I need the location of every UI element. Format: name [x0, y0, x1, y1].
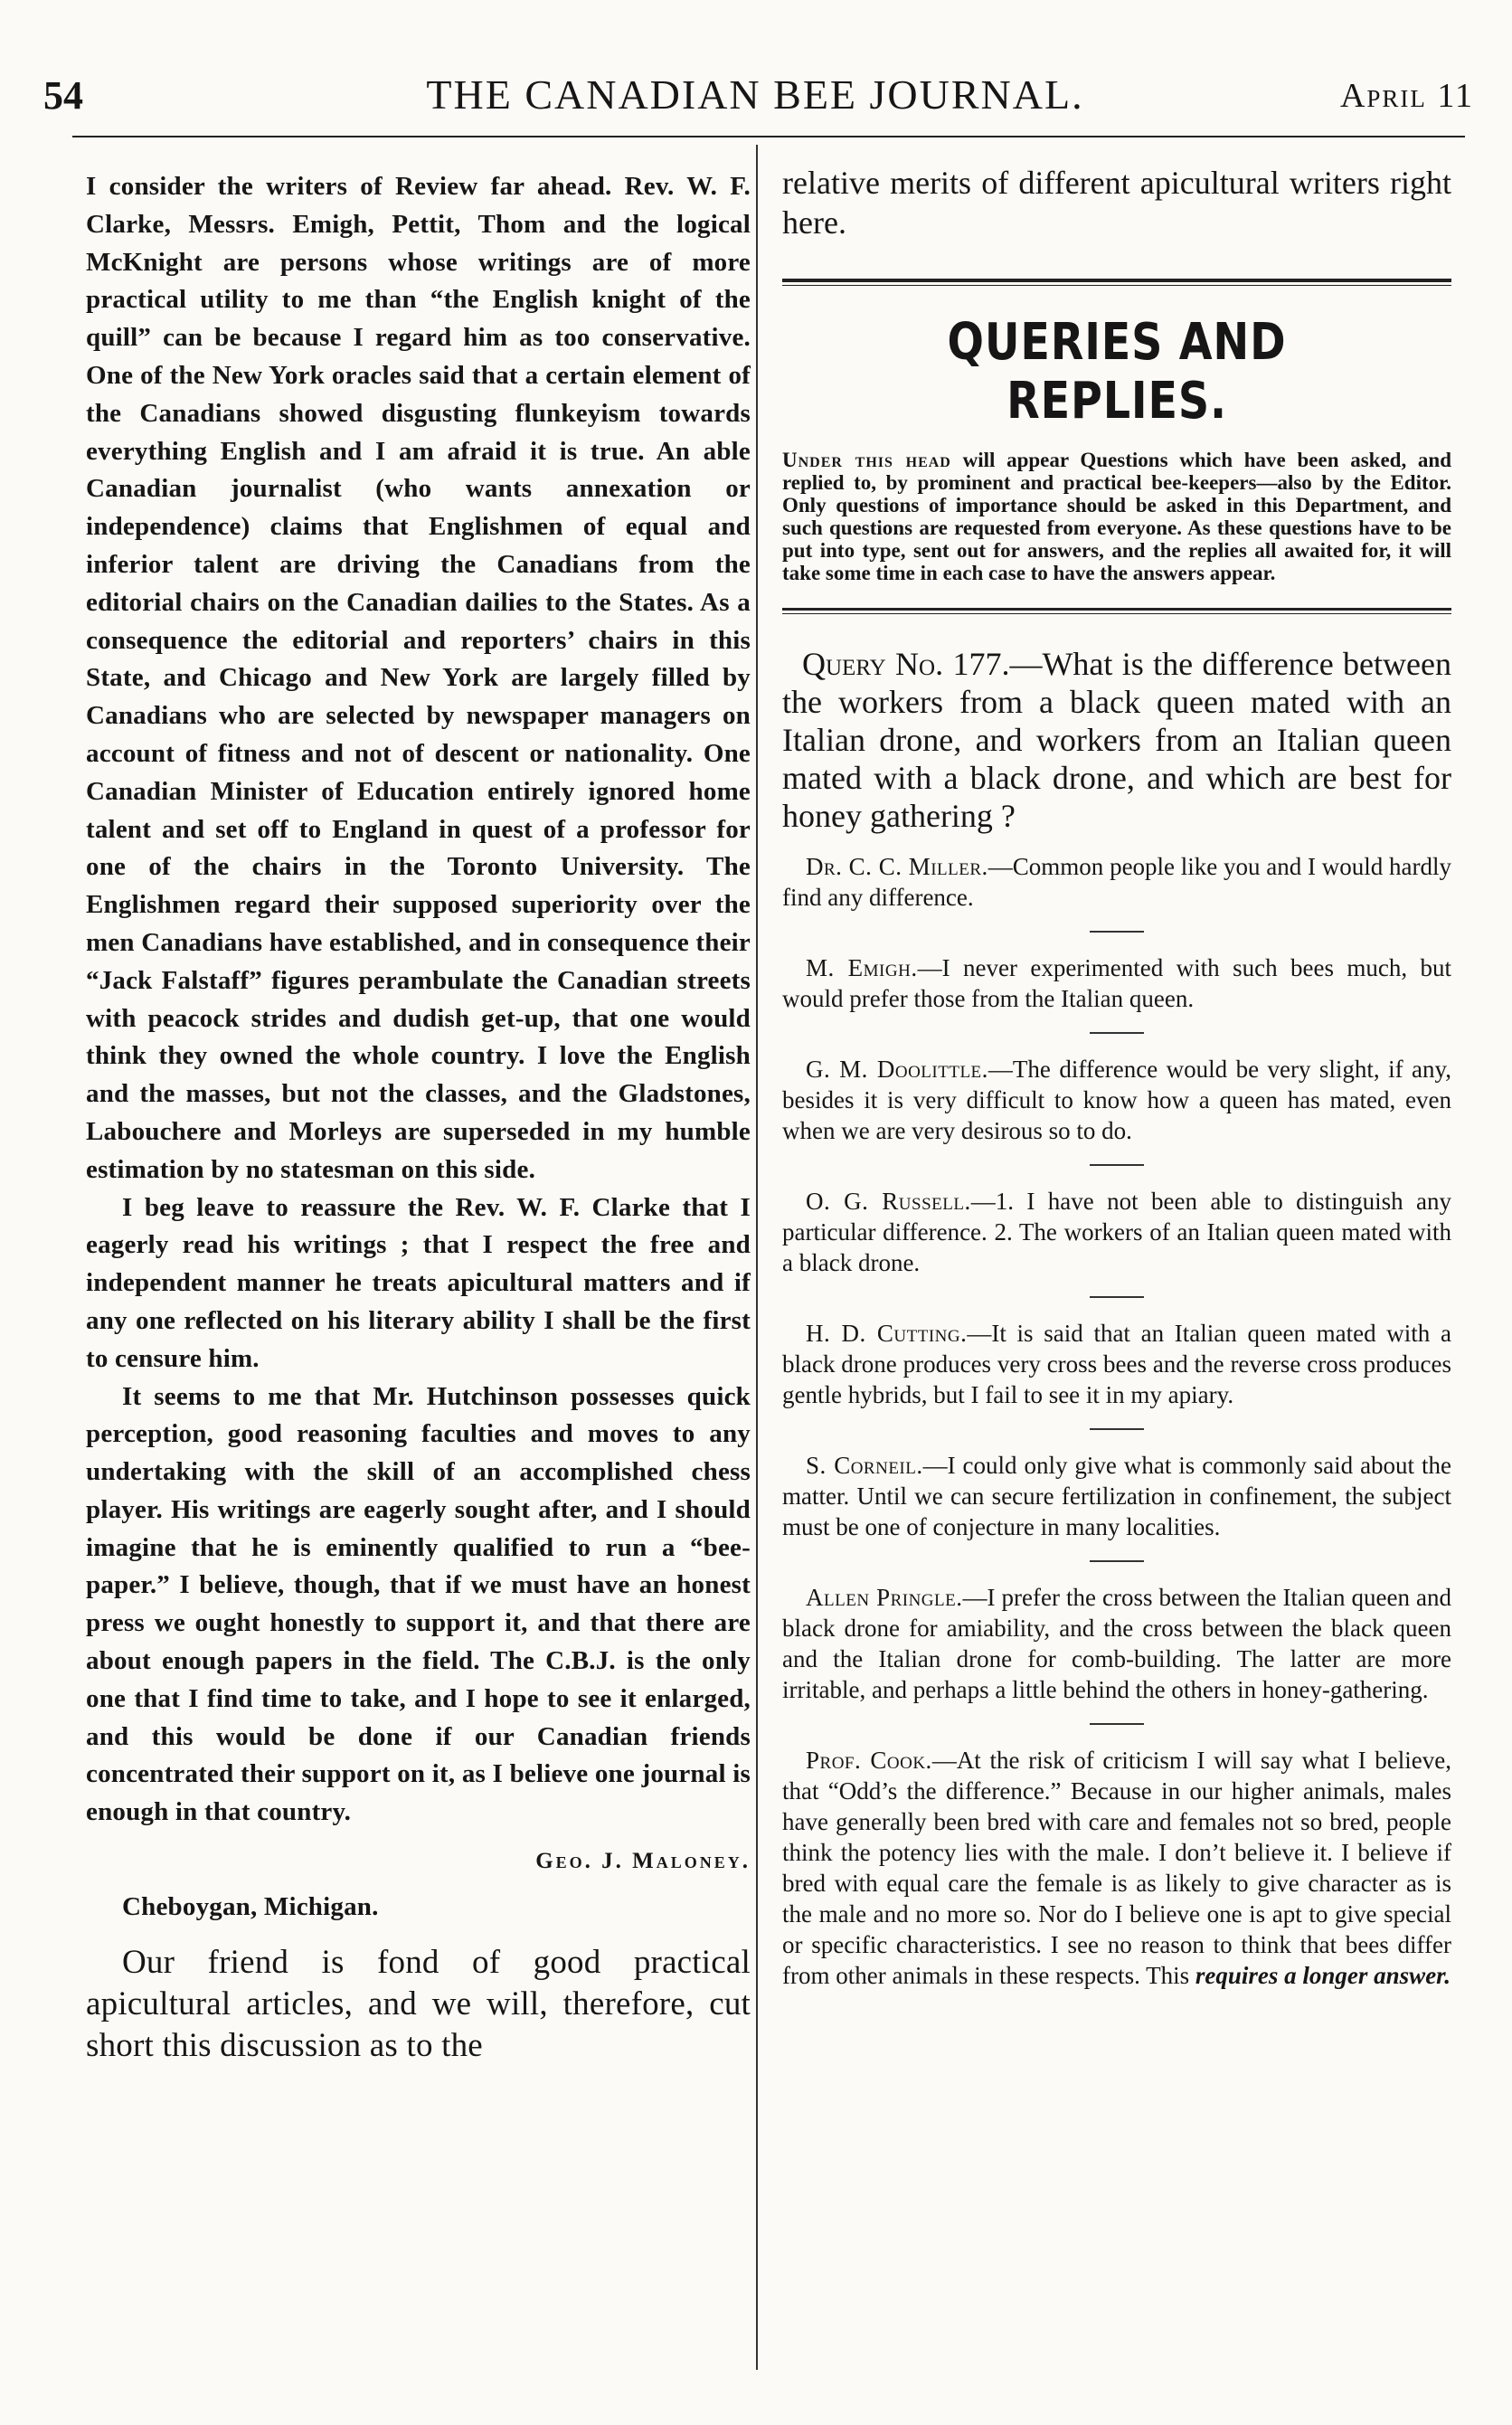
- answer-author: G. M. Doolittle.: [806, 1056, 988, 1083]
- answer: [782, 1318, 1451, 1410]
- answer-italic-end: requires a longer answer.: [1195, 1962, 1451, 1989]
- author-signature: Geo. J. Maloney.: [535, 1849, 751, 1874]
- separator-rule: [1090, 1164, 1144, 1166]
- answer-author: O. G. Russell.: [806, 1188, 971, 1215]
- answer-text: —Common people like you and I would hardly find any difference.: [782, 853, 1452, 911]
- query-number: Query No. 177.: [802, 646, 1010, 682]
- answer-author: Dr. C. C. Miller.: [806, 853, 988, 880]
- left-column: [86, 168, 751, 2067]
- separator-rule: [1090, 1296, 1144, 1298]
- separator-rule: [1090, 931, 1144, 933]
- answer-author: S. Corneil.: [806, 1452, 923, 1479]
- answer-text: —I never experimented with such bees much, but would prefer those from the Italian queen.: [782, 954, 1451, 1012]
- answer-author: H. D. Cutting.: [806, 1320, 968, 1347]
- answer: [782, 1582, 1451, 1705]
- page-header: [36, 63, 1474, 127]
- answer: [782, 1054, 1451, 1146]
- answer: [782, 952, 1451, 1014]
- double-rule: [782, 279, 1451, 286]
- query: [782, 645, 1451, 835]
- answer-text: —At the risk of criticism I will say what I believe, that “Odd’s the difference.” Because in our higher animals, males have generally been bred with care and females not so bred, people think the potency lies with the male. I don’t believe it. I believe if bred with equal care the female is as likely to give character as is the male and no more so. Nor do I believe one is apt to give special or specific characteristics. I see no reason to think that bees differ from other animals in these respects. This: [782, 1747, 1451, 1989]
- editor-note-continued: relative merits of different apicultural writers right here.: [782, 165, 1451, 241]
- answer: [782, 1186, 1451, 1278]
- answer: [782, 1745, 1451, 1991]
- answer-author: Prof. Cook.: [806, 1747, 932, 1774]
- paragraph: It seems to me that Mr. Hutchinson possesses quick perception, good reasoning faculties and moves to any undertaking with the skill of an accomplished chess player. His writings are eagerly sought after, and I should imagine that he is eminently qualified to run a “bee-paper.” I believe, though, that if we must have an honest press we ought honestly to support it, and that there are about enough papers in the field. The C.B.J. is the only one that I find time to take, and I hope to see it enlarged, and this would be done if our Canadian friends concentrated their support on it, as I believe one journal is enough in that country.: [86, 1381, 751, 1827]
- separator-rule: [1090, 1032, 1144, 1034]
- answer-author: M. Emigh.: [806, 954, 918, 981]
- query-text: —What is the difference between the workers from a black queen mated with an Italian drone, and workers from an Italian queen mated with a black drone, and which are best for honey gathering ?: [782, 646, 1451, 834]
- column-divider: [756, 145, 758, 2370]
- editor-note: Our friend is fond of good practical apicultural articles, and we will, therefore, cut short this discussion as to the: [86, 1944, 751, 2065]
- journal-title: THE CANADIAN BEE JOURNAL.: [426, 71, 1084, 118]
- answer-text: —The difference would be very slight, if any, besides it is very difficult to know how a queen has mated, even when we are very desirous so to do.: [782, 1056, 1452, 1144]
- header-rule: [72, 136, 1465, 137]
- answer-author: Allen Pringle.: [806, 1584, 963, 1611]
- right-column: [782, 163, 1451, 1991]
- paragraph: I beg leave to reassure the Rev. W. F. Clarke that I eagerly read his writings ; that I respect the free and independent manner he treats apicultural matters and if any one reflected on his literary ability I shall be the first to censure him.: [86, 1192, 751, 1373]
- separator-rule: [1090, 1428, 1144, 1430]
- answer-text: —It is said that an Italian queen mated with a black drone produces very cross bees and the reverse cross produces gentle hybrids, but I fail to see it in my apiary.: [782, 1320, 1451, 1408]
- page-number: 54: [43, 73, 83, 118]
- section-intro: [782, 449, 1451, 584]
- answer-text: —I could only give what is commonly said about the matter. Until we can secure fertilization in confinement, the subject must be one of conjecture in many localities.: [782, 1452, 1451, 1540]
- double-rule: [782, 608, 1451, 614]
- separator-rule: [1090, 1560, 1144, 1562]
- intro-lead: Under this head: [782, 449, 951, 471]
- author-place: Cheboygan, Michigan.: [122, 1892, 379, 1922]
- separator-rule: [1090, 1723, 1144, 1725]
- answer: [782, 851, 1451, 913]
- issue-date: April 11: [1339, 77, 1474, 115]
- answer-text: —I prefer the cross between the Italian queen and black drone for amiability, and the cross between the black queen and the Italian drone for comb-building. The latter are more irritable, and perhaps a little behind the others in honey-gathering.: [782, 1584, 1451, 1703]
- intro-text: will appear Questions which have been asked, and replied to, by prominent and practical bee-keepers—also by the Editor. Only questions of importance should be asked in this Department, and such questions are requested from everyone. As these questions have to be put into type, sent out for answers, and the replies all awaited for, it will take some time in each case to have the answers appear.: [782, 449, 1451, 584]
- paragraph: I consider the writers of Review far ahead. Rev. W. F. Clarke, Messrs. Emigh, Pettit, Thom and the logical McKnight are persons whose writings are of more practical utility to me than “the English knight of the quill” can be because I regard him as too conservative. One of the New York oracles said that a certain element of the Canadians showed disgusting flunkeyism towards everything English and I am afraid it is true. An able Canadian journalist (who wants annexation or independence) claims that Englishmen of equal and inferior talent are driving the Canadians from the editorial chairs on the Canadian dailies to the States. As a consequence the editorial and reporters’ chairs in this State, and Chicago and New York are largely filled by Canadians who are selected by newspaper managers on account of fitness and not of descent or nationality. One Canadian Minister of Education entirely ignored home talent and set off to England in quest of a professor for one of the chairs in the Toronto University. The Englishmen regard their supposed superiority over the men Canadians have established, and in consequence their “Jack Falstaff” figures perambulate the Canadian streets with peacock strides and dudish get-up, that one would think they owned the whole country. I love the English and the masses, but not the classes, and the Gladstones, Labouchere and Morleys are superseded in my humble estimation by no statesman on this side.: [86, 172, 751, 1184]
- answer-text: —1. I have not been able to distinguish any particular difference. 2. The workers of an Italian queen mated with a black drone.: [782, 1188, 1451, 1276]
- section-title: QUERIES AND REPLIES.: [947, 313, 1287, 431]
- answer: [782, 1450, 1451, 1542]
